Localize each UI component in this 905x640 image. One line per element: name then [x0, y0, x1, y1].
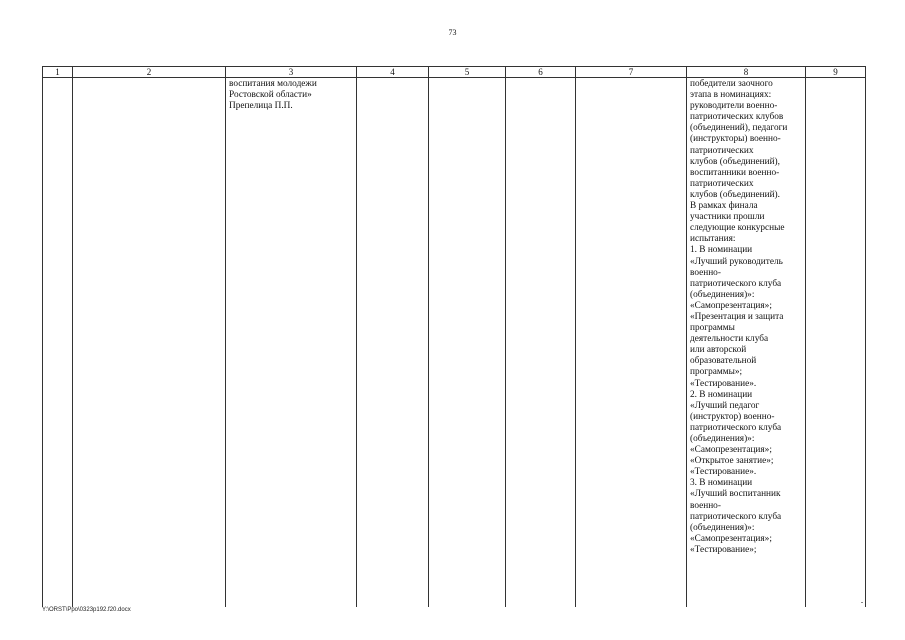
cell-text-line: патриотических клубов	[690, 112, 784, 123]
cell-text-line: участники прошли	[690, 212, 765, 223]
cell-text-line: (объединения)»:	[690, 434, 755, 444]
cell-text-line: следующие конкурсные	[690, 223, 785, 234]
column-header-6: 6	[506, 67, 576, 78]
column-header-7: 7	[576, 67, 687, 78]
cell-text-line: (объединений), педагоги	[690, 123, 788, 134]
cell-text-line: «Лучший педагог	[690, 400, 760, 411]
cell-text-line: клубов (объединений).	[690, 189, 780, 200]
cell-text-line: В рамках финала	[690, 201, 758, 212]
cell-col-3	[226, 78, 357, 608]
column-header-1: 1	[43, 67, 73, 78]
page-number: 73	[448, 28, 457, 37]
cell-text-line: Препелица П.П.	[229, 101, 293, 112]
cell-text-line: «Презентация и защита	[690, 311, 784, 322]
cell-text-line: военно-	[690, 267, 721, 278]
cell-text-line: патриотического клуба	[690, 511, 782, 522]
cell-text-line: патриотических	[690, 145, 754, 156]
cell-text-line: 2. В номинации	[690, 389, 753, 400]
column-header-9: 9	[806, 67, 866, 78]
cell-text-line: победители заочного	[690, 79, 773, 89]
cell-text-line: этапа в номинациях:	[690, 90, 772, 101]
cell-text-line: «Самопрезентация»;	[690, 445, 772, 456]
report-table	[42, 66, 866, 607]
cell-text-line: (объединения)»:	[690, 522, 755, 533]
header-row	[43, 67, 866, 78]
cell-text-line: (инструктор) военно-	[690, 411, 775, 422]
cell-text-line: воспитанники военно-	[690, 167, 780, 178]
cell-text-line: образовательной	[690, 356, 757, 367]
cell-text-line: (объединения)»:	[690, 289, 755, 300]
cell-text-line: деятельности клуба	[690, 334, 769, 345]
cell-text-line: «Тестирование».	[690, 467, 757, 478]
cell-text-line: «Самопрезентация»;	[690, 533, 772, 544]
page-edge-mark	[861, 602, 863, 603]
table-row	[43, 78, 866, 608]
cell-col-2	[73, 78, 226, 608]
cell-text-line: патриотических	[690, 178, 754, 189]
cell-text-line: руководители военно-	[690, 101, 778, 112]
cell-text-line: военно-	[690, 500, 721, 511]
cell-text-line: «Лучший руководитель	[690, 256, 783, 267]
column-header-4: 4	[357, 67, 429, 78]
cell-text-line: Ростовской области»	[229, 90, 312, 101]
cell-col-1	[43, 78, 73, 608]
cell-text-line: 1. В номинации	[690, 245, 753, 256]
cell-text-line: (инструкторы) военно-	[690, 134, 781, 145]
cell-text-line: «Лучший воспитанник	[690, 489, 781, 500]
column-header-8: 8	[687, 67, 806, 78]
column-header-3: 3	[226, 67, 357, 78]
cell-col-5	[429, 78, 506, 608]
cell-col-4	[357, 78, 429, 608]
cell-text-line: программы»;	[690, 367, 743, 378]
cell-text-line: испытания:	[690, 234, 736, 245]
cell-col-7	[576, 78, 687, 608]
cell-text-line: «Тестирование».	[690, 378, 757, 389]
cell-text-line: «Тестирование»;	[690, 544, 757, 555]
cell-col-8	[687, 78, 806, 608]
cell-text-line: или авторской	[690, 345, 747, 356]
cell-text-line: патриотического клуба	[690, 422, 782, 433]
column-header-2: 2	[73, 67, 226, 78]
cell-text-line: патриотического клуба	[690, 278, 782, 289]
cell-text-line: «Открытое занятие»;	[690, 456, 774, 467]
column-header-5: 5	[429, 67, 506, 78]
cell-col-6	[506, 78, 576, 608]
cell-text-line: «Самопрезентация»;	[690, 300, 772, 311]
footer-file-path: Y:\ORST\Ppo\0323p192.f20.docx	[42, 607, 131, 613]
cell-text-line: программы	[690, 323, 735, 334]
cell-text-line: 3. В номинации	[690, 478, 753, 489]
cell-text-line: воспитания молодежи	[229, 79, 317, 89]
cell-text-line: клубов (объединений),	[690, 156, 780, 167]
cell-col-9	[806, 78, 866, 608]
